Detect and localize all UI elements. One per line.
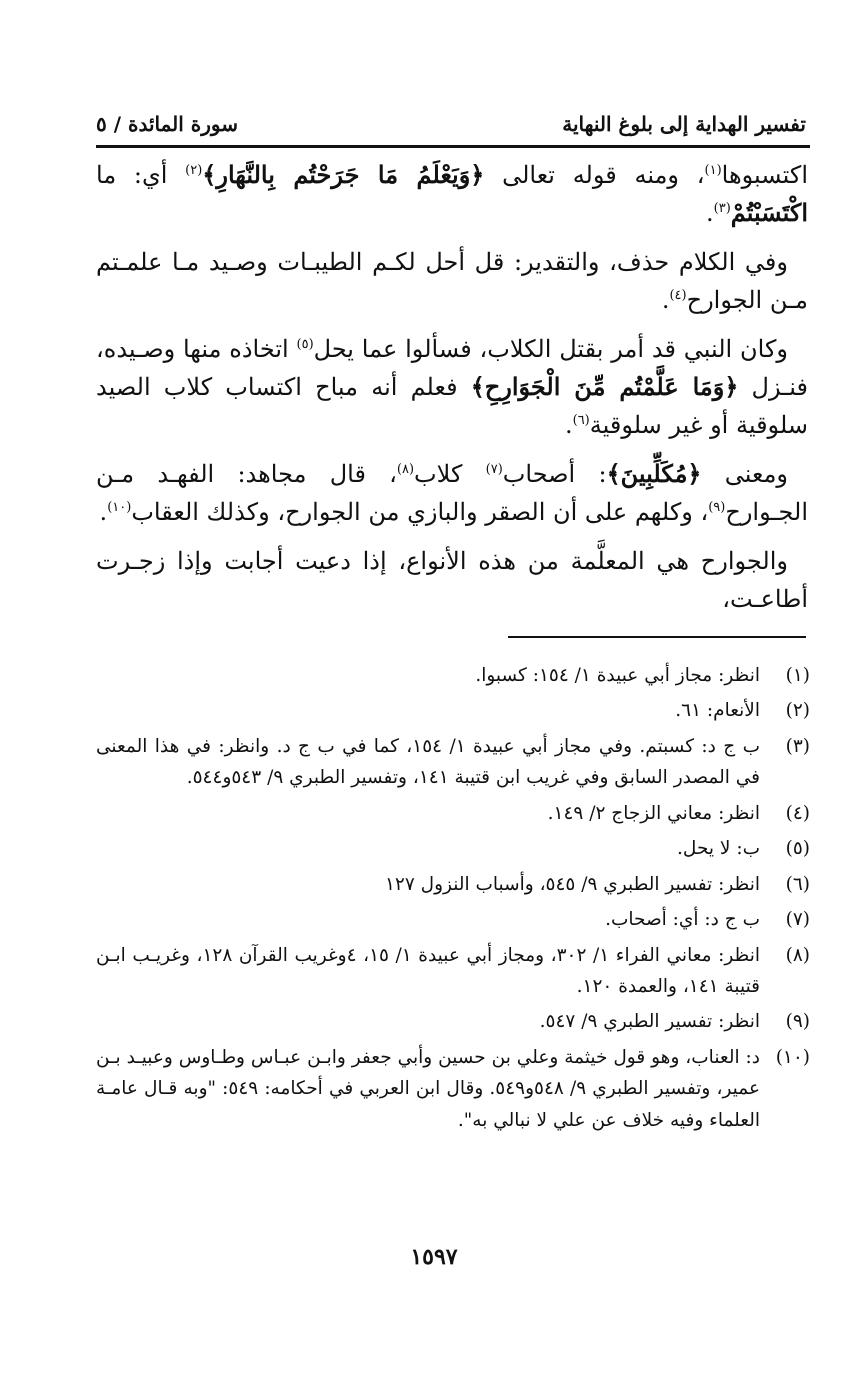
footnote-text: ب ج د: كسبتم. وفي مجاز أبي عبيدة ١/ ١٥٤، كما في ب ج د. وانظر: في هذا المعنى في المصدر السابق وفي غريب ابن قتيبة ١٤١، وتفسير الطبري ٩/ ٥٤٣و٥٤٤. bbox=[96, 735, 760, 789]
footnote-item bbox=[96, 869, 810, 900]
footnote-text: انظر: تفسير الطبري ٩/ ٥٤٧. bbox=[539, 1011, 760, 1033]
footnote-ref-5[interactable]: (٥) bbox=[296, 336, 314, 352]
footnote-item bbox=[96, 660, 810, 691]
footnote-number: (٣) bbox=[785, 735, 810, 757]
quran-quote: ﴿وَيَعْلَمُ مَا جَرَحْتُم بِالنَّهَارِ﴾ bbox=[202, 160, 485, 189]
footnote-item bbox=[96, 798, 810, 829]
text-run: وكان النبي قد أمر بقتل الكلاب، فسألوا عما يحل bbox=[313, 334, 788, 363]
quran-quote: ﴿وَمَا عَلَّمْتُم مِّنَ الْجَوَارِحِ﴾ bbox=[470, 371, 739, 401]
book-title: تفسير الهداية إلى بلوغ النهاية bbox=[562, 112, 806, 136]
text-run: وفي الكلام حذف، والتقدير: قل أحل لكـم الطيبـات وصـيد مـا علمـتم مـن الجوارح bbox=[96, 247, 808, 315]
footnote-ref-7[interactable]: (٧) bbox=[485, 461, 503, 477]
footnote-number: (٨) bbox=[785, 944, 810, 966]
footnote-number: (١) bbox=[785, 665, 810, 686]
paragraph-2 bbox=[96, 243, 808, 320]
footnote-number: (١٠) bbox=[775, 1046, 810, 1068]
footnote-text: الأنعام: ٦١. bbox=[675, 700, 760, 722]
footnote-ref-4[interactable]: (٤) bbox=[669, 288, 687, 304]
footnote-item bbox=[96, 731, 810, 794]
page-number: ١٥٩٧ bbox=[410, 1244, 458, 1270]
footnote-text: ب: لا يحل. bbox=[677, 838, 760, 860]
footnote-text: د: العناب، وهو قول خيثمة وعلي بن حسين وأبي جعفر وابـن عبـاس وطـاوس وعبيـد بـن عمير، وتفسير الطبري ٩/ ٥٤٨و٥٤٩. وقال ابن العربي في أحكامه: ٥٤٩: "وبه قـال عامـة العلماء وفيه خلاف عن علي لا نبالي به". bbox=[96, 1046, 760, 1131]
footnote-item bbox=[96, 904, 810, 935]
paragraph-1 bbox=[96, 156, 808, 233]
main-text bbox=[96, 156, 808, 628]
text-run: . bbox=[99, 498, 108, 527]
footnote-number: (٤) bbox=[785, 802, 810, 824]
footnote-text: انظر: معاني الزجاج ٢/ ١٤٩. bbox=[547, 802, 760, 824]
footnote-ref-9[interactable]: (٩) bbox=[708, 500, 726, 516]
text-run: أي: ما bbox=[96, 161, 186, 189]
footnote-number: (٢) bbox=[785, 700, 810, 722]
footnote-text: ب ج د: أي: أصحاب. bbox=[605, 909, 760, 931]
paragraph-5: والجوارح هي المعلَّمة من هذه الأنواع، إذا دعيت أجابت وإذا زجـرت أطاعـت، bbox=[96, 546, 808, 613]
footnote-item bbox=[96, 940, 810, 1003]
text-run: اتخاذه منها وصـيده، فنـزل bbox=[96, 334, 808, 401]
footnote-item bbox=[96, 1006, 810, 1037]
surah-label: سورة المائدة / ٥ bbox=[96, 112, 239, 136]
footnote-item bbox=[96, 833, 810, 864]
footnote-ref-8[interactable]: (٨) bbox=[396, 461, 415, 477]
header-rule bbox=[96, 145, 810, 148]
quran-word: اكْتَسَبْتُمْ bbox=[730, 198, 808, 228]
running-header bbox=[96, 104, 806, 144]
footnote-ref-6[interactable]: (٦) bbox=[572, 413, 590, 429]
text-run: ، قال مجاهد: الفهـد مـن الجـوارح bbox=[96, 459, 808, 527]
paragraph-4 bbox=[96, 455, 808, 532]
footnote-number: (٩) bbox=[785, 1011, 810, 1033]
footnote-ref-10[interactable]: (١٠) bbox=[107, 500, 132, 516]
footnote-text: انظر: تفسير الطبري ٩/ ٥٤٥، وأسباب النزول ١٢٧ bbox=[384, 873, 760, 895]
footnote-ref-2[interactable]: (٢) bbox=[185, 163, 203, 178]
footnote-separator bbox=[508, 636, 806, 638]
text-run: كلاب bbox=[414, 459, 486, 488]
footnote-item bbox=[96, 1042, 810, 1136]
text-run: ، وكلهم على أن الصقر والبازي من الجوارح، وكذلك العقاب bbox=[131, 498, 709, 527]
footnote-text: انظر: معاني الفراء ١/ ٣٠٢، ومجاز أبي عبيدة ١/ ١٥، ٤وغريب القرآن ١٢٨، وغريـب ابـن قتيبة ١٤١، والعمدة ١٢٠. bbox=[96, 944, 761, 997]
text-run: . bbox=[706, 199, 714, 228]
text-run: : أصحاب bbox=[502, 459, 607, 488]
footnote-number: (٦) bbox=[785, 873, 810, 895]
text-run: . bbox=[564, 411, 573, 440]
text-run: اكتسبوها bbox=[721, 161, 808, 189]
quran-quote: ﴿مُكَلِّبِينَ﴾ bbox=[606, 458, 702, 488]
text-run: ، ومنه قوله تعالى bbox=[484, 161, 705, 189]
footnotes bbox=[96, 660, 810, 1140]
footnote-number: (٧) bbox=[785, 909, 810, 931]
text-run: فعلم أنه مباح اكتساب كلاب الصيد سلوقية أو غير سلوقية bbox=[96, 372, 808, 440]
footnote-ref-1[interactable]: (١) bbox=[704, 163, 722, 178]
footnote-number: (٥) bbox=[785, 838, 810, 860]
paragraph-3 bbox=[96, 330, 808, 445]
footnote-ref-3[interactable]: (٣) bbox=[713, 201, 731, 217]
text-run: . bbox=[661, 286, 670, 315]
footnote-text: انظر: مجاز أبي عبيدة ١/ ١٥٤: كسبوا. bbox=[475, 665, 760, 686]
text-run: ومعنى bbox=[701, 459, 789, 488]
footnote-item bbox=[96, 695, 810, 726]
